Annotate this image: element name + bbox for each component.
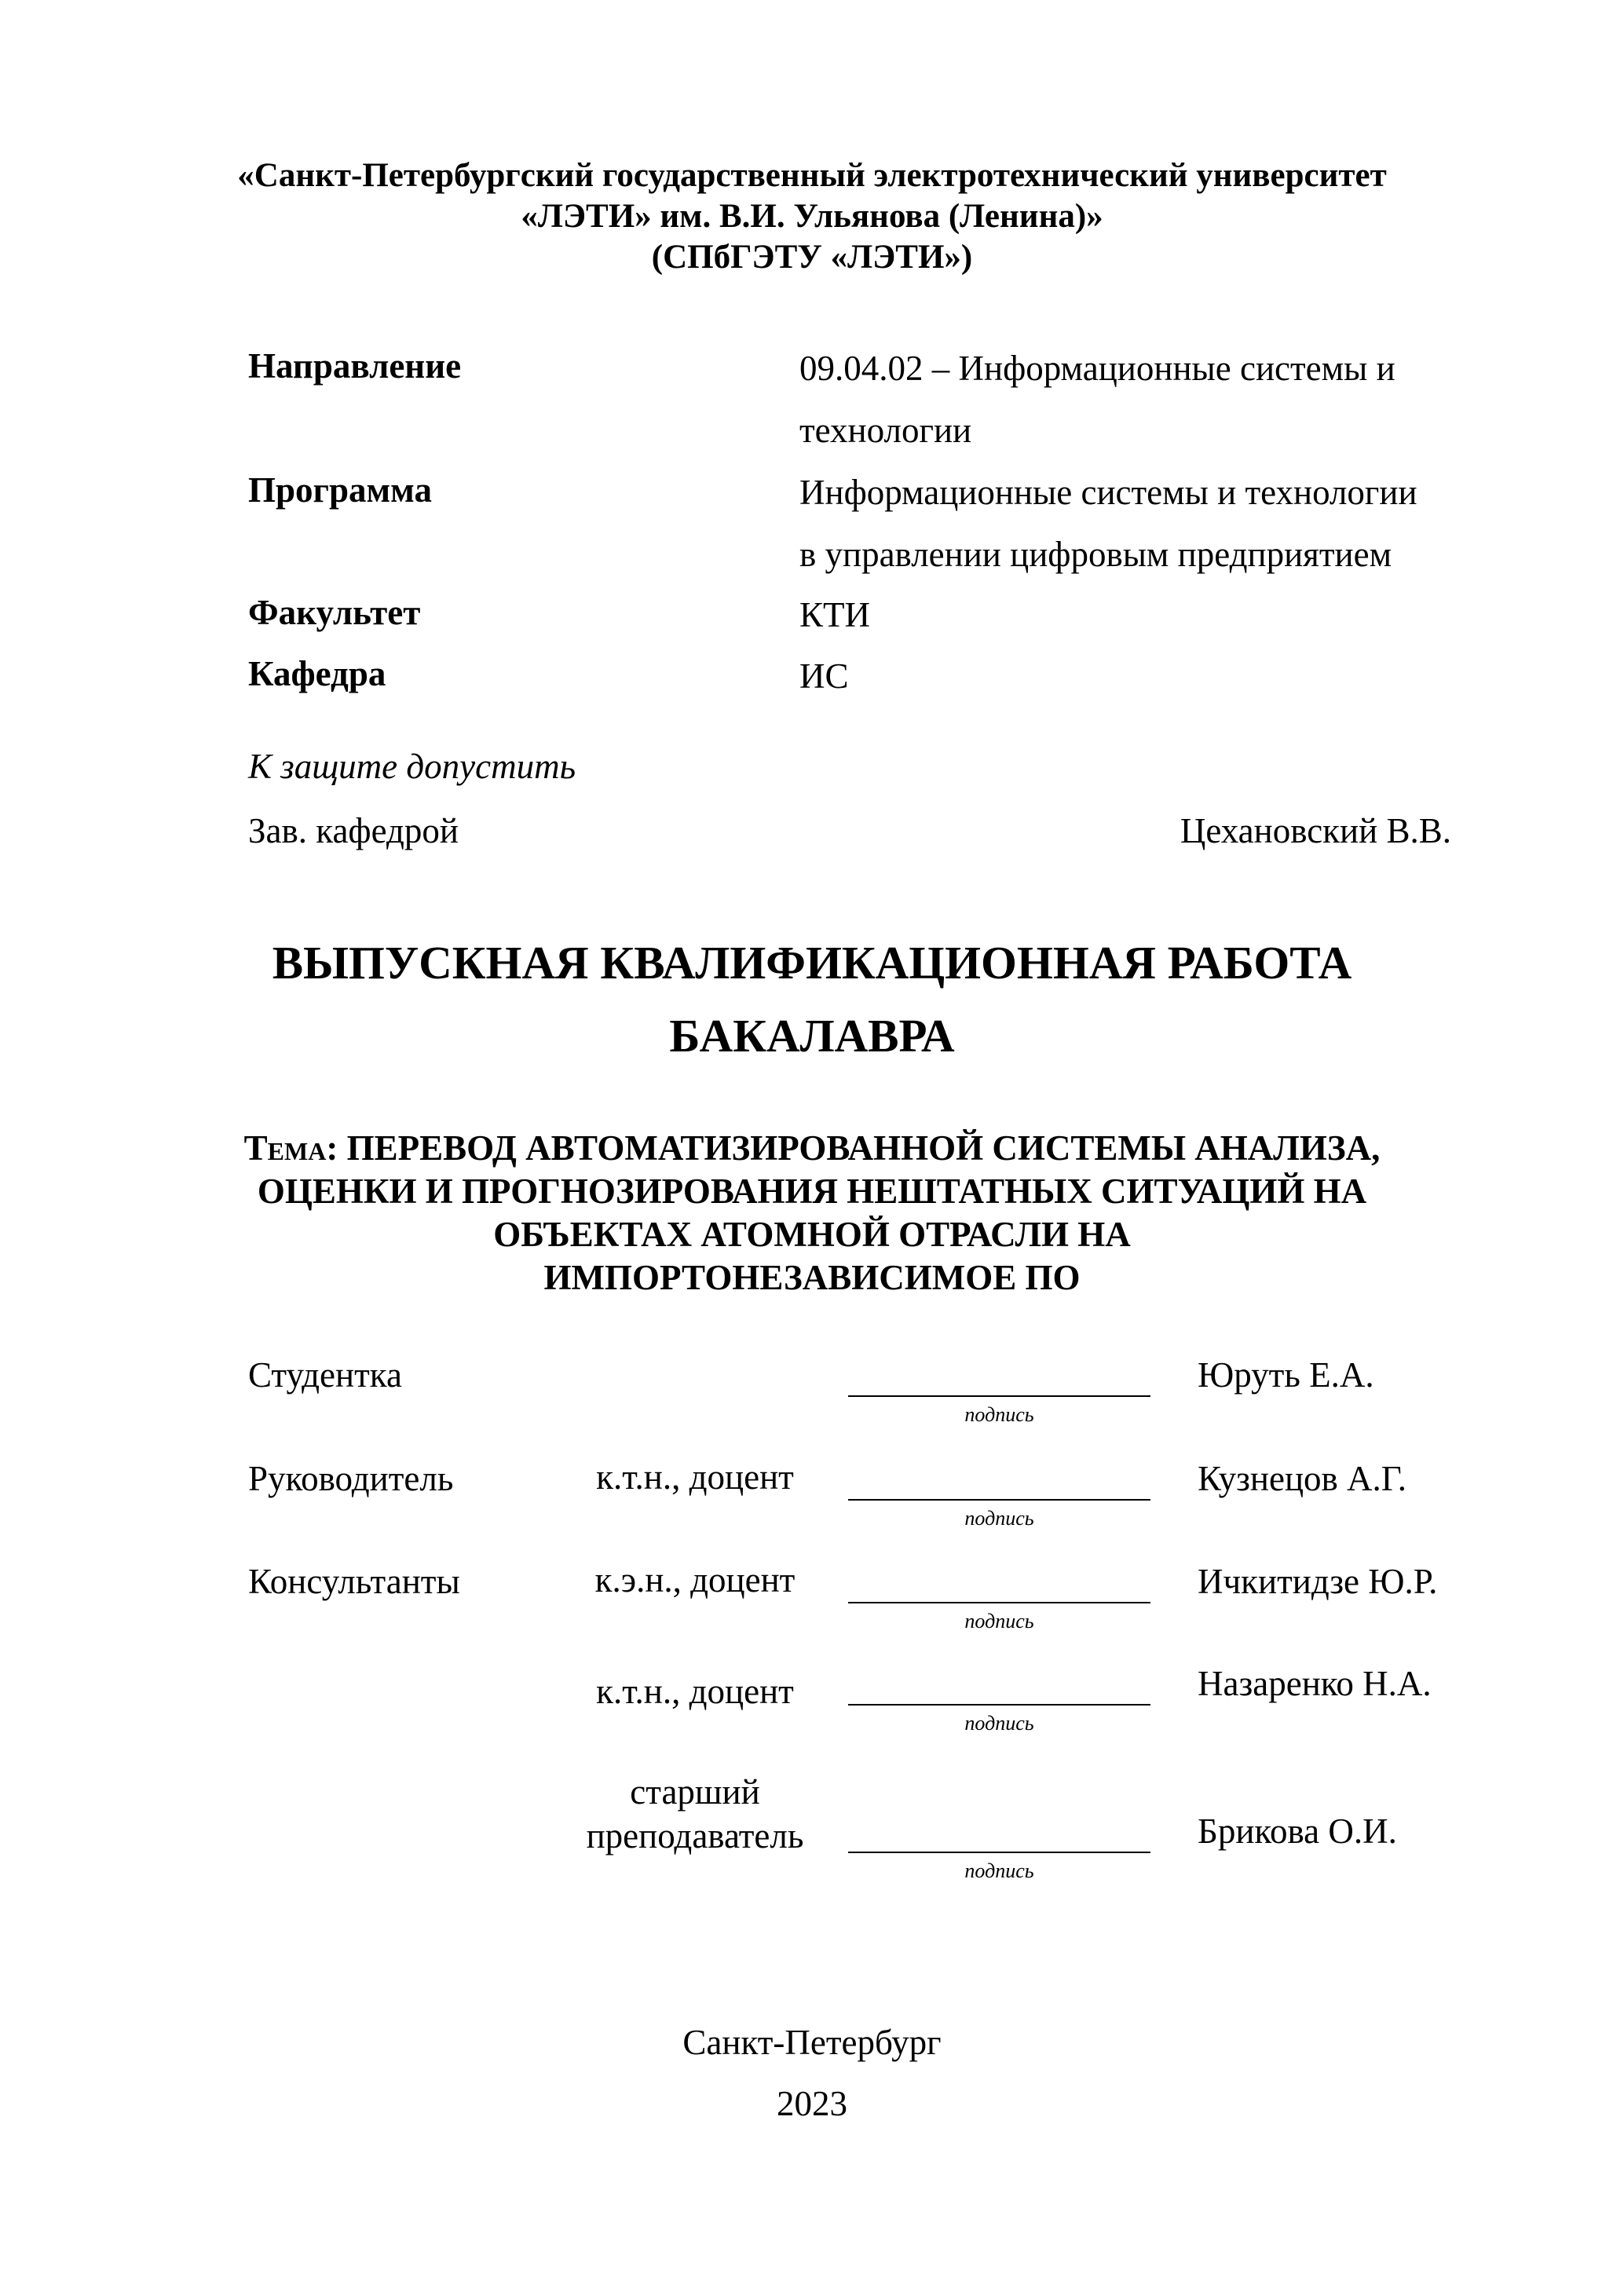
topic-line: ИМПОРТОНЕЗАВИСИМОЕ ПО: [543, 1258, 1081, 1297]
signature-line: [848, 1567, 1150, 1603]
department-head-name: Цехановский В.В.: [1180, 811, 1451, 850]
signature-line: [848, 1669, 1150, 1706]
signature-role: Консультанты: [248, 1562, 460, 1601]
direction-value: [799, 338, 1395, 462]
topic-text: ПЕРЕВОД АВТОМАТИЗИРОВАННОЙ СИСТЕМЫ АНАЛИЗА,: [346, 1128, 1381, 1168]
signature-name: Ичкитидзе Ю.Р.: [1198, 1562, 1438, 1601]
work-title-line: БАКАЛАВРА: [669, 1010, 955, 1062]
direction-value-line: 09.04.02 – Информационные системы и: [799, 349, 1395, 388]
direction-value-line: технологии: [799, 411, 972, 450]
university-name-line: «ЛЭТИ» им. В.И. Ульянова (Ленина)»: [521, 198, 1103, 235]
signature-line: [848, 1464, 1150, 1501]
topic-lead: Тема:: [243, 1128, 338, 1168]
signature-hint: подпись: [964, 1610, 1034, 1632]
signature-line: [848, 1361, 1150, 1397]
program-value-line: Информационные системы и технологии: [799, 473, 1417, 512]
program-value: [799, 462, 1417, 586]
signature-name: Юруть Е.А.: [1198, 1355, 1374, 1395]
signature-degree: к.т.н., доцент: [596, 1672, 794, 1711]
department-head-label: Зав. кафедрой: [248, 811, 459, 850]
signature-degree: к.т.н., доцент: [596, 1457, 794, 1497]
signature-name: Брикова О.И.: [1198, 1812, 1397, 1851]
university-abbreviation: (СПбГЭТУ «ЛЭТИ»): [651, 239, 973, 276]
department-value: ИС: [799, 656, 849, 696]
topic-line: [0, 1127, 1624, 1170]
admission-text: К защите допустить: [248, 747, 576, 786]
signature-degree: [565, 1770, 825, 1858]
work-title: [0, 927, 1624, 1073]
year: 2023: [777, 2084, 847, 2123]
faculty-value: КТИ: [799, 595, 870, 634]
work-title-line: ВЫПУСКНАЯ КВАЛИФИКАЦИОННАЯ РАБОТА: [272, 937, 1352, 989]
program-value-line: в управлении цифровым предприятием: [799, 535, 1392, 574]
topic-line: ОБЪЕКТАХ АТОМНОЙ ОТРАСЛИ НА: [493, 1215, 1131, 1254]
topic-line: ОЦЕНКИ И ПРОГНОЗИРОВАНИЯ НЕШТАТНЫХ СИТУАЦИЙ НА: [257, 1172, 1367, 1211]
signature-degree-line: старший: [630, 1772, 760, 1812]
signature-hint: подпись: [964, 1712, 1034, 1735]
signature-role: Руководитель: [248, 1459, 454, 1498]
signature-role: Студентка: [248, 1355, 402, 1395]
university-name-line: «Санкт-Петербургский государственный электротехнический университет: [237, 157, 1387, 194]
city: Санкт-Петербург: [682, 2023, 942, 2062]
signature-hint: подпись: [964, 1403, 1034, 1426]
signature-degree-line: преподаватель: [586, 1816, 804, 1855]
signature-name: Назаренко Н.А.: [1198, 1664, 1432, 1703]
signature-hint: подпись: [964, 1507, 1034, 1530]
program-label: Программа: [248, 470, 432, 510]
signature-name: Кузнецов А.Г.: [1198, 1459, 1406, 1498]
university-header: [0, 155, 1624, 278]
signature-line: [848, 1817, 1150, 1853]
signature-hint: подпись: [964, 1859, 1034, 1882]
department-label: Кафедра: [248, 654, 386, 693]
topic-block: [0, 1127, 1624, 1300]
direction-label: Направление: [248, 346, 462, 386]
faculty-label: Факультет: [248, 593, 421, 632]
signature-degree: к.э.н., доцент: [594, 1560, 796, 1600]
